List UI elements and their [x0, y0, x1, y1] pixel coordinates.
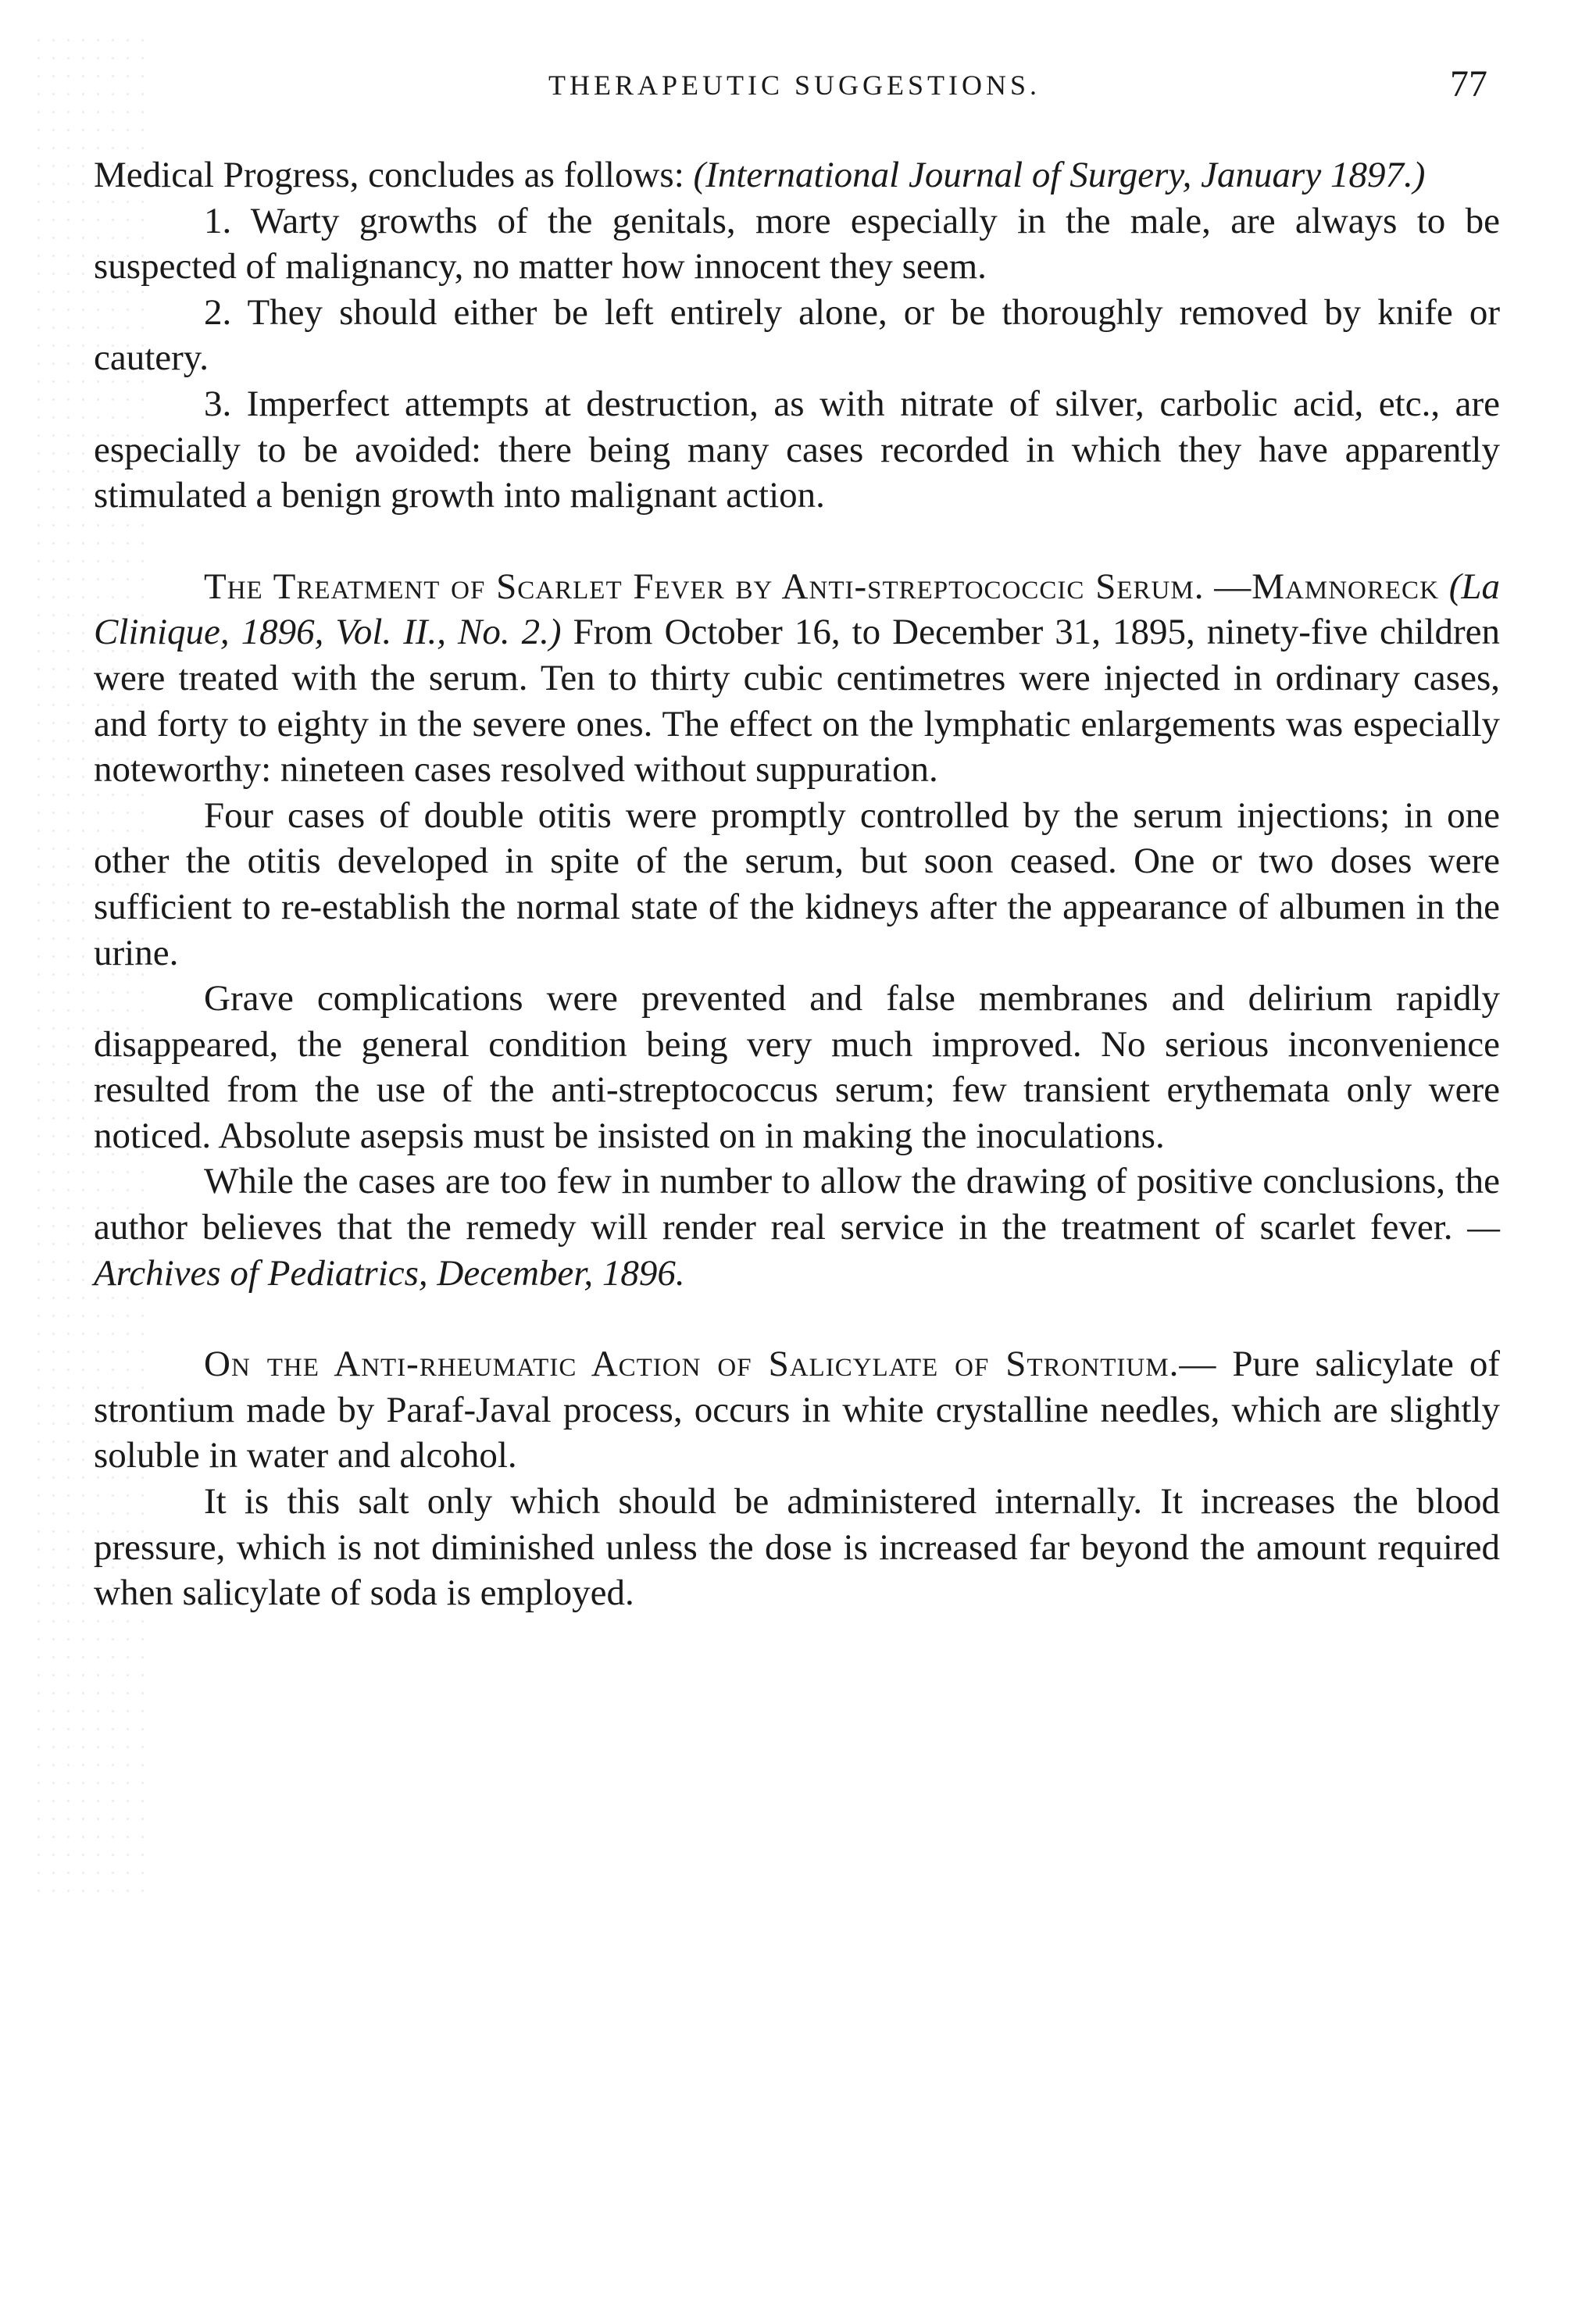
paragraph-source: —Archives of Pediatrics, December, 1896. [94, 1207, 1500, 1294]
section-title: On the Anti-rheumatic Action of Salicylate of Strontium.— [204, 1344, 1217, 1385]
scarlet-paragraph-3: Grave complications were prevented and false membranes and delirium rapidly disappeared, the general condition being very much improved. No serious inconvenience resulted from the use of the anti-streptococcus serum; few transient erythemata only were noticed. Absolute asepsis must be insisted on in making the inoculations. [94, 978, 1500, 1156]
salicylate-paragraph-2: It is this salt only which should be administered internally. It increases the blood pressure, which is not diminished unless the dose is increased far beyond the amount required when salicylate of soda is employed. [94, 1481, 1500, 1614]
intro-text: Medical Progress, concludes as follows: [94, 155, 684, 195]
scarlet-paragraph-2: Four cases of double otitis were promptly controlled by the serum injections; in one other the otitis developed in spite of the serum, but soon ceased. One or two doses were sufficient to re-establish the normal state of the kidneys after the appearance of albumen in the urine. [94, 794, 1500, 973]
section-lead-text: Pure salicylate of strontium made by Paraf-Javal process, occurs in white crystalline needles, which are slightly soluble in water and alcohol. [94, 1344, 1501, 1476]
item-text: Imperfect attempts at destruction, as with nitrate of silver, carbolic acid, etc., are especially to be avoided: there being many cases recorded in which they have apparently stimulated a benign growth into malignant action. [94, 383, 1500, 516]
page-number: 77 [1450, 63, 1487, 105]
item-number: 1. [204, 200, 232, 241]
page-header [0, 63, 1589, 116]
section-lead-text: From October 16, to December 31, 1895, ninety-five children were treated with the serum. Ten to thirty cubic centimetres were injected in ordinary cases, and forty to eighty in the severe ones. The effect on the lymphatic enlargements was especially noteworthy: nineteen cases resolved without suppuration. [94, 612, 1500, 791]
paragraph-text: While the cases are too few in number to allow the drawing of positive conclusions, the author believes that the remedy will render real service in the treatment of scarlet fever. [94, 1161, 1500, 1248]
item-text: They should either be left entirely alone, or be thoroughly removed by knife or cautery. [94, 291, 1500, 379]
page-body [94, 152, 1500, 1616]
running-title: THERAPEUTIC SUGGESTIONS. [548, 70, 1041, 101]
numbered-item-1 [94, 198, 1500, 290]
intro-paragraph [94, 152, 1500, 198]
numbered-item-2 [94, 290, 1500, 381]
item-text: Warty growths of the genitals, more especially in the male, are always to be suspected of malignancy, no matter how innocent they seem. [94, 200, 1500, 287]
section-author: —Mamnoreck [1214, 566, 1439, 607]
section-title: The Treatment of Scarlet Fever by Anti-streptococcic Serum. [204, 566, 1205, 607]
scarlet-fever-section [94, 564, 1500, 793]
section-source: (La Clinique, 1896, Vol. II., No. 2.) [94, 566, 1501, 653]
item-number: 3. [204, 383, 232, 424]
intro-citation: (International Journal of Surgery, January 1897.) [693, 155, 1426, 195]
scarlet-paragraph-4 [94, 1158, 1500, 1296]
item-number: 2. [204, 291, 232, 333]
salicylate-section [94, 1341, 1500, 1479]
numbered-item-3 [94, 381, 1500, 519]
